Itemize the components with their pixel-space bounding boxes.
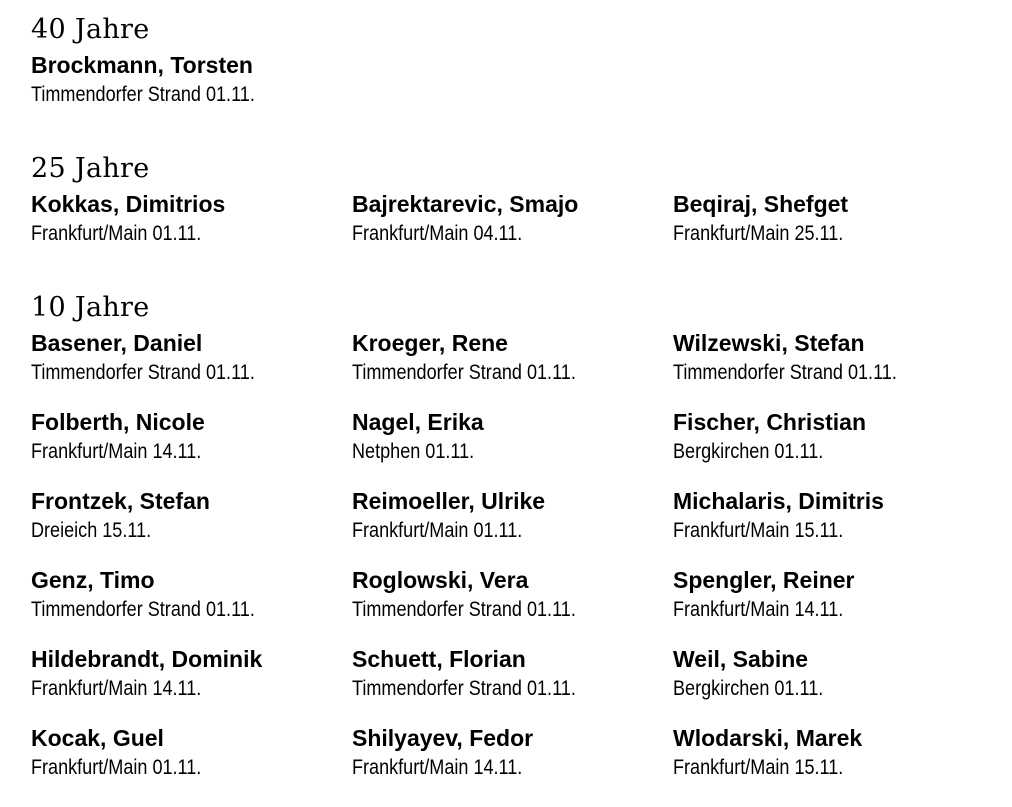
person-name: Schuett, Florian: [352, 646, 526, 672]
section-title: 40 Jahre: [31, 14, 150, 45]
list-item: [673, 407, 994, 486]
location-date: Timmendorfer Strand 01.11.: [31, 361, 255, 384]
location-date: Dreieich 15.11.: [31, 519, 152, 542]
person-name: Spengler, Reiner: [673, 567, 855, 593]
location-date: Frankfurt/Main 14.11.: [31, 677, 202, 700]
list-item: [31, 328, 352, 407]
location-date: Timmendorfer Strand 01.11.: [31, 83, 255, 106]
list-item: [673, 565, 994, 644]
person-name: Frontzek, Stefan: [31, 488, 210, 514]
location-date: Frankfurt/Main 14.11.: [673, 598, 844, 621]
location-date: Frankfurt/Main 25.11.: [673, 222, 844, 245]
location-date: Frankfurt/Main 01.11.: [31, 756, 202, 779]
section-title: 25 Jahre: [31, 153, 150, 184]
list-item: [352, 565, 673, 644]
list-item: [352, 189, 673, 268]
location-date: Frankfurt/Main 14.11.: [352, 756, 523, 779]
list-item: [673, 328, 994, 407]
list-item: [31, 644, 352, 723]
list-item: [673, 644, 994, 723]
location-date: Frankfurt/Main 15.11.: [673, 519, 844, 542]
list-item: [352, 328, 673, 407]
list-item: [352, 486, 673, 565]
list-item: [673, 189, 994, 268]
location-date: Netphen 01.11.: [352, 440, 475, 463]
location-date: Timmendorfer Strand 01.11.: [352, 677, 576, 700]
location-date: Frankfurt/Main 04.11.: [352, 222, 523, 245]
list-item: [352, 407, 673, 486]
location-date: Bergkirchen 01.11.: [673, 677, 824, 700]
location-date: Timmendorfer Strand 01.11.: [31, 598, 255, 621]
person-name: Genz, Timo: [31, 567, 155, 593]
person-name: Kokkas, Dimitrios: [31, 191, 226, 217]
person-name: Hildebrandt, Dominik: [31, 646, 263, 672]
person-name: Wilzewski, Stefan: [673, 330, 865, 356]
list-item: [673, 723, 994, 802]
person-name: Brockmann, Torsten: [31, 52, 253, 78]
person-name: Bajrektarevic, Smajo: [352, 191, 579, 217]
list-item: [352, 723, 673, 802]
person-name: Weil, Sabine: [673, 646, 809, 672]
entry-grid: [31, 189, 1001, 268]
person-name: Roglowski, Vera: [352, 567, 529, 593]
person-name: Shilyayev, Fedor: [352, 725, 534, 751]
person-name: Kocak, Guel: [31, 725, 164, 751]
location-date: Frankfurt/Main 14.11.: [31, 440, 202, 463]
section-40-jahre: [31, 10, 1001, 129]
entry-grid: [31, 328, 1001, 802]
list-item: [673, 486, 994, 565]
person-name: Kroeger, Rene: [352, 330, 508, 356]
list-item: [31, 50, 352, 129]
list-item: [31, 565, 352, 644]
person-name: Wlodarski, Marek: [673, 725, 863, 751]
person-name: Reimoeller, Ulrike: [352, 488, 546, 514]
location-date: Frankfurt/Main 01.11.: [352, 519, 523, 542]
location-date: Timmendorfer Strand 01.11.: [673, 361, 897, 384]
list-item: [31, 189, 352, 268]
section-title: 10 Jahre: [31, 292, 150, 323]
person-name: Folberth, Nicole: [31, 409, 205, 435]
location-date: Bergkirchen 01.11.: [673, 440, 824, 463]
location-date: Timmendorfer Strand 01.11.: [352, 361, 576, 384]
entry-grid: [31, 50, 1001, 129]
location-date: Timmendorfer Strand 01.11.: [352, 598, 576, 621]
location-date: Frankfurt/Main 15.11.: [673, 756, 844, 779]
list-item: [31, 723, 352, 802]
list-item: [31, 486, 352, 565]
person-name: Nagel, Erika: [352, 409, 484, 435]
person-name: Beqiraj, Shefget: [673, 191, 849, 217]
list-item: [352, 644, 673, 723]
person-name: Fischer, Christian: [673, 409, 867, 435]
location-date: Frankfurt/Main 01.11.: [31, 222, 202, 245]
list-item: [31, 407, 352, 486]
person-name: Basener, Daniel: [31, 330, 203, 356]
person-name: Michalaris, Dimitris: [673, 488, 884, 514]
section-25-jahre: [31, 149, 1001, 268]
section-10-jahre: [31, 288, 1001, 802]
